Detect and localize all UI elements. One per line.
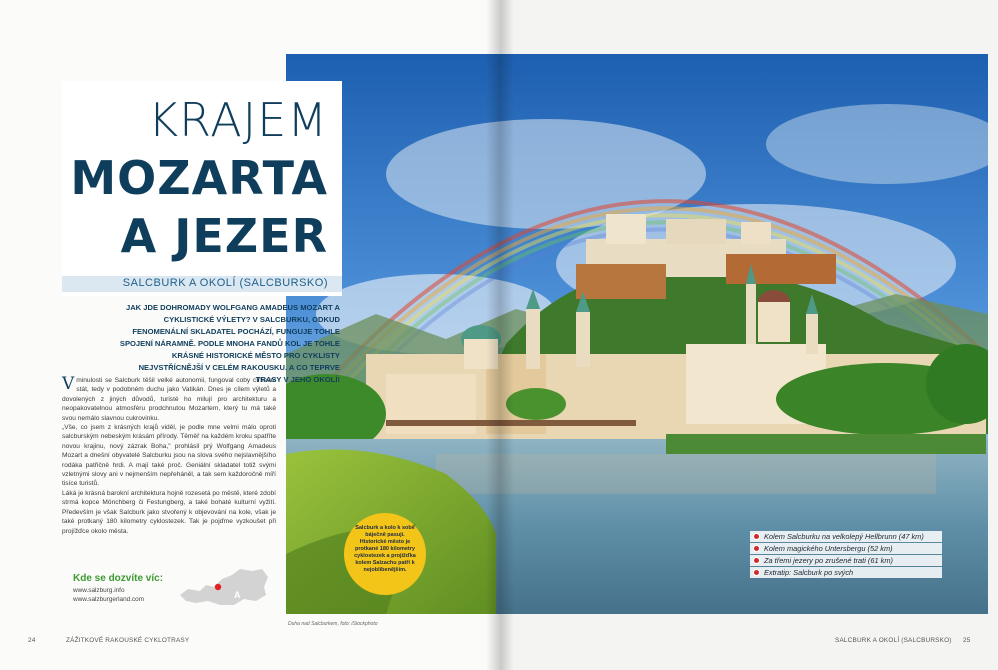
- info-links: [73, 586, 144, 604]
- link-salzburgerland[interactable]: www.salzburgerland.com: [73, 596, 145, 603]
- austria-map: [178, 565, 270, 611]
- callout-bubble: [344, 513, 426, 595]
- body-text: [62, 376, 276, 536]
- title-line-3: A JEZER: [120, 209, 328, 263]
- bullet-dot-icon: [753, 569, 760, 576]
- route-item[interactable]: [750, 555, 942, 566]
- body-paragraph-2: „Vše, co jsem z krásných krajů viděl, je podle mne velmi málo oproti salcburským nebeským krásám přírody. Těměř na každém kroku spatříte novou krajinu, nový zázrak Boha," prohlásil prý Wolfgang Amadeus Mozart a dnešní obyvatelé Salcburku jsou na slova svého nejslavnějšího rodáka patřičně hrdi. A mají také proč. Geniální skladatel totiž svými vzletnými slovy ani v nejmenším nepřeháněl, a tak sem každoročně míří tisíce turistů.: [62, 424, 276, 488]
- title-line-1: KRAJEM: [147, 93, 328, 147]
- subtitle-bar: [62, 276, 342, 292]
- bullet-dot-icon: [753, 533, 760, 540]
- left-section-name: ZÁŽITKOVÉ RAKOUSKÉ CYKLOTRASY: [66, 637, 190, 644]
- austria-map-icon: [178, 565, 270, 611]
- lead-text: JAK JDE DOHROMADY WOLFGANG AMADEUS MOZART A CYKLISTICKÉ VÝLETY? V SALCBURKU, ODKUD FENOMENÁLNÍ SKLADATEL POCHÁZÍ, FUNGUJE TOHLE SPOJENÍ NÁRAMNĚ. PODLE MNOHA FANDŮ KOL JE TOHLE KRÁSNÉ HISTORICKÉ MĚSTO PRO CYKLISTY NEJVSTŘÍCNĚJŠÍ V CELÉM RAKOUSKU. A CO TEPRVE TRASY V JEHO OKOLÍ!: [119, 303, 340, 384]
- link-salzburg-info[interactable]: www.salzburg.info: [73, 587, 125, 594]
- route-item[interactable]: [750, 531, 942, 542]
- dropcap: V: [62, 374, 75, 394]
- route-label: Extratip: Salcburk po svých: [764, 568, 854, 577]
- route-label: Kolem Salcburku na velkolepý Hellbrunn (47 km): [764, 532, 924, 541]
- lead-paragraph: [118, 302, 340, 384]
- title-line-2: MOZARTA: [70, 151, 328, 205]
- route-item[interactable]: [750, 543, 942, 554]
- body-paragraph-1: minulosti se Salcburk těšil velké autonomii, fungoval coby církevní stát, tedy v podobném duchu jako Vatikán. Dnes je cílem výletů a dovolených z jiných důvodů, turisté ho milují pro architekturu a neopakovatelnou atmosféru prodchnutou Mozartem, který tu má také svou nemálo slavnou cukrovinku.: [62, 377, 276, 422]
- callout-text: Salcburk a kolo k sobě báječně pasují. Historické město je protkané 180 kilometry cyklostezek a projížďka kolem Salzachu patří k nejoblíbenějším.: [354, 525, 416, 573]
- body-paragraph-3: Láká je krásná barokní architektura hojně rozesetá po městě, které zdobí strmá kopce Mönchberg či Festungberg, a také bohaté kulturní vyžití. Především je však Salcburk jako stvořený k objevování na kole, však je také protkaný 180 kilometry cyklostezek. Tak je pojďme vyzkoušet při projížďce okolo města.: [62, 489, 276, 535]
- bullet-dot-icon: [753, 557, 760, 564]
- routes-list: [750, 531, 942, 579]
- route-item[interactable]: [750, 567, 942, 578]
- info-heading: Kde se dozvíte víc:: [73, 573, 164, 584]
- right-page-number: 25: [963, 637, 971, 644]
- route-label: Kolem magického Untersbergu (52 km): [764, 544, 893, 553]
- subtitle: SALCBURK A OKOLÍ (SALCBURSKO): [122, 277, 328, 289]
- route-label: Za třemi jezery po zrušené trati (61 km): [764, 556, 893, 565]
- salzburg-marker-icon: [215, 584, 221, 590]
- title-card: [62, 81, 342, 296]
- map-label: A: [234, 590, 241, 600]
- right-section-name: SALCBURK A OKOLÍ (SALCBURSKO): [835, 637, 952, 644]
- bullet-dot-icon: [753, 545, 760, 552]
- left-page-number: 24: [28, 637, 36, 644]
- photo-caption: Duha nad Salcburkem, foto: iStockphoto: [288, 621, 378, 627]
